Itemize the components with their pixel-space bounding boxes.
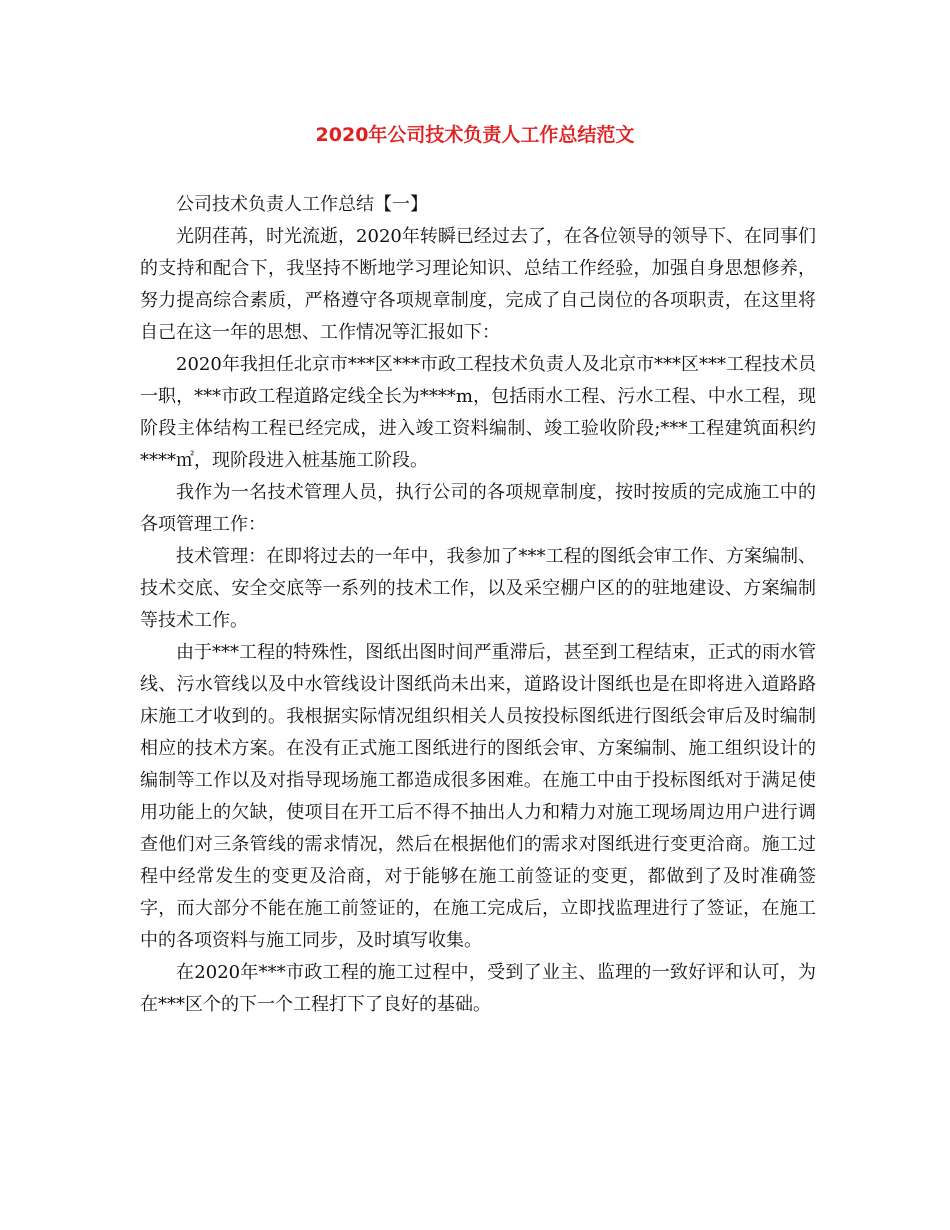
paragraph: 光阴荏苒，时光流逝，2020年转瞬已经过去了，在各位领导的领导下、在同事们的支持和配合下，我坚持不断地学习理论知识、总结工作经验，加强自身思想修养，努力提高综合素质，严格遵守各项规章制度，完成了自己岗位的各项职责，在这里将自己在这一年的思想、工作情况等汇报如下： — [140, 226, 816, 343]
paragraph: 由于***工程的特殊性，图纸出图时间严重滞后，甚至到工程结束，正式的雨水管线、污水管线以及中水管线设计图纸尚未出来，道路设计图纸也是在即将进入道路路床施工才收到的。我根据实际情况组织相关人员按投标图纸进行图纸会审后及时编制相应的技术方案。在没有正式施工图纸进行的图纸会审、方案编制、施工组织设计的编制等工作以及对指导现场施工都造成很多困难。在施工中由于投标图纸对于满足使用功能上的欠缺，使项目在开工后不得不抽出人力和精力对施工现场周边用户进行调查他们对三条管线的需求情况，然后在根据他们的需求对图纸进行变更洽商。施工过程中经常发生的变更及洽商，对于能够在施工前签证的变更，都做到了及时准确签字，而大部分不能在施工前签证的，在施工完成后，立即找监理进行了签证，在施工中的各项资料与施工同步，及时填写收集。 — [140, 642, 816, 951]
paragraph: 在2020年***市政工程的施工过程中，受到了业主、监理的一致好评和认可，为在***区个的下一个工程打下了良好的基础。 — [140, 962, 816, 1015]
paragraph: 技术管理：在即将过去的一年中，我参加了***工程的图纸会审工作、方案编制、技术交底、安全交底等一系列的技术工作，以及采空棚户区的的驻地建设、方案编制等技术工作。 — [140, 546, 816, 631]
paragraph: 我作为一名技术管理人员，执行公司的各项规章制度，按时按质的完成施工中的各项管理工作： — [140, 482, 816, 535]
document-body — [140, 189, 816, 1021]
paragraph: 2020年我担任北京市***区***市政工程技术负责人及北京市***区***工程技术员一职，***市政工程道路定线全长为****m，包括雨水工程、污水工程、中水工程，现阶段主体结构工程已经完成，进入竣工资料编制、竣工验收阶段;***工程建筑面积约****㎡，现阶段进入桩基施工阶段。 — [140, 354, 816, 471]
section-heading: 公司技术负责人工作总结【一】 — [176, 194, 428, 215]
document-title: 2020年公司技术负责人工作总结范文 — [315, 124, 635, 146]
